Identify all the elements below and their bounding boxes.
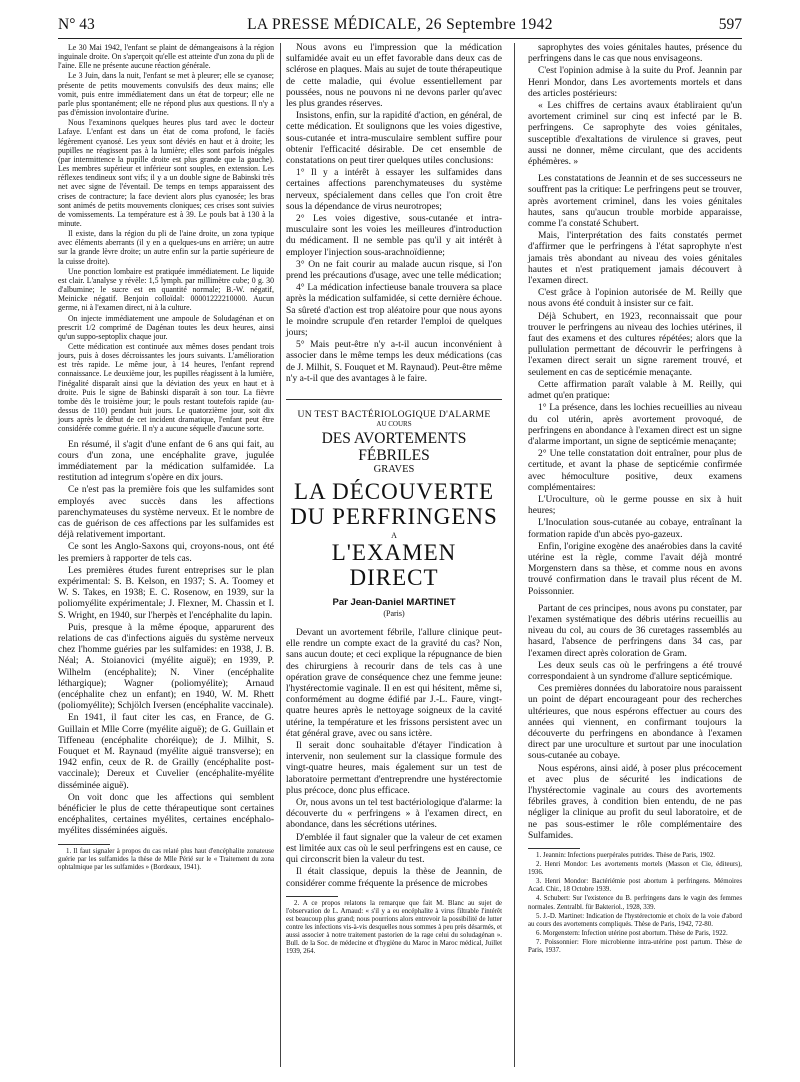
paragraph: Mais, l'interprétation des faits constatés permet d'affirmer que le perfringens à l'état saprophyte n'est jamais très abondant au niveau des voies génitales hautes et n'est pratiquement jamais découvert à l'examen direct. (528, 231, 742, 287)
paragraph: 2° Une telle constatation doit entraîner, pour plus de certitude, et avant la phase de septicémie confirmée avec hémoculture positive, deux examens complémentaires: (528, 449, 742, 493)
paragraph: Déjà Schubert, en 1923, reconnaissait que pour trouver le perfringens au niveau des lochies utérines, il faut des examens et des cultures répétées; alors que la pullulation permettant de découvrir le perfringens à l'examen direct serait un signe rarement trouvé, et seulement en cas de septicémie menaçante. (528, 311, 742, 378)
article-place: (Paris) (383, 608, 405, 618)
footnotes (528, 852, 742, 955)
footnote-text: 2. A ce propos relatons la remarque que fait M. Blanc au sujet de l'observation de L. Arnaud: « s'il y a eu encéphalite à virus filtrable l'intérêt est beaucoup plus grand; nous pourrions alors entrevoir la possibilité de lutter contre les infections vis-à-vis desquelles nous sommes à peu près désarmés, et aussi associer à notre traitement pastorien de la rage celui du soludagénan ». Bull. de la Soc. de médecine et d'hygiène du Maroc in Maroc médical, Juillet 1939, 264. (286, 899, 502, 956)
paragraph: C'est grâce à l'opinion autorisée de M. Reilly que nous avons été conduit à insister sur ce fait. (528, 288, 742, 310)
footnote-rule (286, 896, 338, 897)
footnote-rule (528, 848, 580, 849)
footnote-text: 1. Jeannin: Infections puerpérales putrides. Thèse de Paris, 1902. (536, 852, 715, 860)
title-line: DU PERFRINGENS (290, 503, 498, 529)
page-number: 597 (718, 16, 742, 33)
footnote-rule (58, 844, 110, 845)
title-line: AU COURS (376, 420, 412, 429)
paragraph: Enfin, l'origine exogène des anaérobies dans la cavité utérine est la règle, comme l'avait déjà montré Morgenstern dans sa thèse, et comme nous en avons trouvé confirmation dans le travail plus récent de M. Poissonnier. (528, 541, 742, 597)
paragraph: Nous avons eu l'impression que la médication sulfamidée avait eu un effet favorable dans deux cas de sclérose en plaques. Mais au sujet de toute thérapeutique de cette maladie, qui évolue essentiellement par poussées, nous ne pouvons ni ne devons parler qu'avec les plus grandes réserves. (286, 43, 502, 110)
paragraph: Cette médication est continuée aux mêmes doses pendant trois jours, puis à doses décroissantes les jours suivants. L'amélioration est très rapide. Le même jour, à 14 heures, l'enfant reprend connaissance. Le deuxième jour, les pupilles réagissent à la lumière, l'inégalité disparaît ainsi que la déviation des yeux en haut et à droite. Puis le signe de Babinski disparaît à son tour. La fièvre tombe dès le troisième jour; le pouls restant toutefois rapide (au-dessus de 110) pendant huit jours. Le quatorzième jour, soit dix jours après le début de cet incident dramatique, l'enfant peut être considérée comme guérie. Il n'y a aucune séquelle d'aucune sorte. (58, 342, 274, 434)
footnote-text: 1. Il faut signaler à propos du cas relaté plus haut d'encéphalite zonateuse guérie par les sulfamides la thèse de Mlle Périé sur le « Traitement du zona ophtalmique par les sulfamides » (Bordeaux, 1941). (58, 847, 274, 871)
paragraph: 2° Les voies digestive, sous-cutanée et intra-musculaire sont les voies les meilleures d'introduction du médicament. Il ne semble pas qu'il y ait intérêt à employer l'injection sous-arachnoïdienne; (286, 214, 502, 258)
paragraph: On injecte immédiatement une ampoule de Soludagénan et on prescrit 1/2 comprimé de Dagénan toutes les deux heures, ainsi qu'un suppo-septoplix chaque jour. (58, 313, 274, 341)
title-line: DES AVORTEMENTS FÉBRILES (321, 430, 467, 465)
paragraph: 5° Mais peut-être n'y a-t-il aucun inconvénient à associer dans le même temps les deux médications (cas de J. Milhit, S. Fouquet et M. Raynaud). Peut-être même n'y a-t-il que des avantages à le faire. (286, 340, 502, 384)
page-header (58, 16, 742, 38)
paragraph: Insistons, enfin, sur la rapidité d'action, en général, de cette médication. Et soulignons que les voies digestive, sous-cutanée et intra-musculaire semblent suffire pour obtenir l'efficacité désirable. De cet ensemble de constatations on peut tirer quelques utiles conclusions: (286, 111, 502, 167)
footnote-text: 3. Henri Mondor: Bactériémie post abortum à perfringens. Mémoires Acad. Chir., 18 Octobre 1939. (528, 878, 742, 894)
paragraph: Or, nous avons un tel test bactériologique d'alarme: la découverte du « perfringens » à l'examen direct, en abondance, dans les sécrétions utérines. (286, 798, 502, 831)
footnote (286, 900, 502, 957)
paragraph: Les deux seuls cas où le perfringens a été trouvé correspondaient à un syndrome d'allure septicémique. (528, 660, 742, 682)
title-line: UN TEST BACTÉRIOLOGIQUE D'ALARME (297, 409, 491, 421)
paragraph: On voit donc que les affections qui semblent bénéficier le plus de cette thérapeutique sont certaines encéphalites, certaines myélites, certaines encéphalo-myélites disséminées aiguës. (58, 792, 274, 837)
column-middle (286, 43, 502, 1073)
paragraph: 1° Il y a intérêt à essayer les sulfamides dans certaines affections parenchymateuses du système nerveux, spécialement dans celles que l'on croit être sous la dépendance de virus neurotropes; (286, 168, 502, 212)
paragraph: En résumé, il s'agit d'une enfant de 6 ans qui fait, au cours d'un zona, une encéphalite grave, jugulée immédiatement par la médication sulfamidée. La restitution ad integrum s'opère en dix jours. (58, 439, 274, 484)
paragraph: Il existe, dans la région du pli de l'aine droite, un zona typique avec éléments aberrants (il y en a quelques-uns en arrière; un autre sur la grande lèvre droite; un autre enfin sur la partie supérieure de la cuisse droite). (58, 229, 274, 266)
title-line: LA DÉCOUVERTE (293, 478, 495, 504)
journal-title: LA PRESSE MÉDICALE, 26 Septembre 1942 (247, 16, 553, 33)
paragraph: Il serait donc souhaitable d'étayer l'indication à intervenir, non seulement sur la classique formule des vingt-quatre heures, mais également sur un test de laboratoire permettant d'entreprendre une hystérectomie plus précoce, donc plus efficace. (286, 741, 502, 796)
paragraph: « Les chiffres de certains avaux établiraient qu'un avortement criminel sur cinq est infecté par le B. perfringens. Ce saprophyte des voies génitales, susceptible d'exaltations de virulence si graves, peut aussi ne donner, même circulant, que des accidents éphémères. » (528, 101, 742, 168)
paragraph: Puis, presque à la même époque, apparurent des relations de cas d'infections aiguës du système nerveux chez l'homme guéries par les sulfamides: en 1938, J. B. Néal; A. Stoianovici (myélite aiguë); en 1939, P. Wilhelm (encéphalite); N. Viner (encéphalite léthargique); Wagner (poliomyélite); Arnaud (encéphalite chez un enfant); en 1940, W. M. Rhett (poliomyélite); Schjölch Iversen (encéphalite vaccinale). (58, 622, 274, 712)
paragraph: En 1941, il faut citer les cas, en France, de G. Guillain et Mlle Corre (myélite aiguë); de G. Guillain et Tiffeneau (encéphalite choréique); de J. Milhit, S. Fouquet et M. Raynaud (myélite aiguë transverse); en 1942 enfin, ceux de R. de Grailly (encéphalite post-vaccinale); Dereux et Cuvelier (encéphalite-myélite disséminée aiguë). (58, 713, 274, 791)
paragraph: Une ponction lombaire est pratiquée immédiatement. Le liquide est clair. L'analyse y révèle: 1,5 lymph. par millimètre cube; 0 g. 30 d'albumine; le sucre est en quantité normale; B.-W. négatif, Meinicke négatif. Benjoin colloïdal: 00001222210000. Aucun germe, ni à l'examen direct, ni à la culture. (58, 266, 274, 313)
paragraph: saprophytes des voies génitales hautes, présence du perfringens dans le cas que nous envisageons. (528, 43, 742, 65)
paragraph: Ces premières données du laboratoire nous paraissent un point de départ encourageant pour des recherches ultérieures, que nous espérons effectuer au cours des années qui viennent, en confirmant toujours la découverte du perfringens en abondance à l'examen direct par une uroculture et surtout par une inoculation sous-cutanée au cobaye. (528, 684, 742, 762)
footnote-text: 6. Morgenstern: Infection utérine post abortum. Thèse de Paris, 1922. (536, 929, 728, 937)
footnote-text: 4. Schubert: Sur l'existence du B. perfringens dans le vagin des femmes normales. Zentralbl. für Bakteriol., 1928, 339. (528, 895, 742, 911)
paragraph: Il était classique, depuis la thèse de Jeannin, de considérer comme fréquente la présence de microbes (286, 867, 502, 889)
paragraph: Cette affirmation paraît valable à M. Reilly, qui admet qu'en pratique: (528, 379, 742, 402)
title-line: A (391, 530, 397, 540)
article-author: Par Jean-Daniel MARTINET (332, 596, 456, 608)
issue-number: N° 43 (58, 16, 95, 33)
paragraph: Les constatations de Jeannin et de ses successeurs ne souffrent pas la critique: Le perfringens peut se trouver, après avortement criminel, dans les voies génitales hautes, sans qu'aucun trouble morbide apparaisse, comme l'a constaté Schubert. (528, 174, 742, 230)
footnote-text: 7. Poissonnier: Flore microbienne intra-utérine post partum. Thèse de Paris, 1937. (528, 938, 742, 955)
paragraph: Devant un avortement fébrile, l'allure clinique peut-elle rendre un compte exact de la gravité du cas? Non, sans aucun doute; et ceci explique la répugnance de bien des chirurgiens à recourir dans de tels cas à une opération grave de conséquence chez une femme jeune: l'hystérectomie vaginale. Il en est qui hésitent, même si, conformément au dogme édifié par J.-L. Faure, vingt-quatre heures après le nettoyage soigneux de la cavité utérine, la température et les frissons persistent avec un état général grave, avec ou sans ictère. (286, 628, 502, 739)
header-rule (58, 38, 742, 39)
footnote-text: 5. J.-D. Martinet: Indication de l'hystérectomie et choix de la voie d'abord au cours des avortements compliqués. Thèse de Paris, 1942, 72-80. (528, 912, 742, 928)
paragraph: Nous espérons, ainsi aidé, à poser plus précocement et avec plus de sécurité les indications de l'hystérectomie vaginale au cours des avortements fébriles graves, à condition bien entendu, de ne pas négliger la clinique au profit du seul laboratoire, et de ne pas sous-estimer le rôle complémentaire des Sulfamides. (528, 763, 742, 841)
paragraph: Nous l'examinons quelques heures plus tard avec le docteur Lafaye. L'enfant est dans un état de coma profond, le faciès légèrement cyanosé. Les yeux sont déviés en haut et à droite; les pupilles ne réagissent pas à la lumière; elles sont parfois inégales (par intermittence la pupille droite est plus grande que la gauche). Les membres supérieur et inférieur sont souples, en extension. Les réflexes tendineux sont vifs; il y a un double signe de Babinski très net avec signe de l'éventail. De temps en temps apparaissent des crises de contracture; la face devient alors plus cyanosée; les bras sont animés de petits mouvements cloniques; ces crises sont suivies de vomissements. La température est à 39. Le pouls bat à 130 à la minute. (58, 118, 274, 228)
paragraph: 4° La médication infectieuse banale trouvera sa place après la médication sulfamidée, si cette dernière échoue. Sa sûreté d'action est trop aléatoire pour que nous ayons le moindre scrupule d'en retarder l'emploi de quelques jours; (286, 283, 502, 339)
paragraph: Les premières études furent entreprises sur le plan expérimental: S. B. Kelson, en 1937; S. A. Toomey et W. S. Takes, en 1938; E. C. Rosenow, en 1939, sur la poliomyélite expérimentale; J. Flexner, M. Chassin et I. S. Wright, en 1940, sur l'herpès et l'encéphalite du lapin. (58, 565, 274, 621)
title-line: L'EXAMEN DIRECT (331, 539, 457, 590)
paragraph: L'Uroculture, où le germe pousse en six à huit heures; (528, 494, 742, 517)
paragraph: Partant de ces principes, nous avons pu constater, par l'examen systématique des débris utérins recueillis au niveau du col, au cours de 36 curetages rassemblés au hasard, l'absence de perfringens dans 34 cas, par l'examen direct après coloration de Gram. (528, 603, 742, 659)
paragraph: Ce n'est pas la première fois que les sulfamides sont employés avec succès dans les affections parenchymateuses du système nerveux. Et le nombre de cas de guérison de ces affections par les sulfamides est déjà relativement important. (58, 485, 274, 541)
paragraph: 3° On ne fait courir au malade aucun risque, si l'on prend les précautions d'usage, avec une telle médication; (286, 259, 502, 282)
title-line: GRAVES (373, 464, 415, 476)
article-title-block (286, 399, 502, 618)
paragraph: 1° La présence, dans les lochies recueillies au niveau du col utérin, après avortement provoqué, de perfringens en abondance à l'examen direct est un signe d'alarme important, un signe de septicémie menaçante; (528, 403, 742, 447)
column-divider (280, 43, 281, 1067)
paragraph: Ce sont les Anglo-Saxons qui, croyons-nous, ont été les premiers à rapporter de tels cas. (58, 542, 274, 564)
paragraph: C'est l'opinion admise à la suite du Prof. Jeannin par Henri Mondor, dans Les avortements mortels et dans des articles postérieurs: (528, 66, 742, 99)
footnote-text: 2. Henri Mondor: Les avortements mortels (Masson et Cie, éditeurs), 1936. (528, 861, 742, 877)
paragraph: Le 30 Mai 1942, l'enfant se plaint de démangeaisons à la région inguinale droite. On s'aperçoit qu'elle est atteinte d'un zona du pli de l'aine. Elle ne présente aucune réaction générale. (58, 43, 274, 71)
column-left (58, 43, 274, 1073)
paragraph: D'emblée il faut signaler que la valeur de cet examen est limitée aux cas où le seul perfringens est en cause, ce qui circonscrit bien la valeur du test. (286, 832, 502, 866)
column-right (528, 43, 742, 1073)
footnote (58, 848, 274, 872)
paragraph: Le 3 Juin, dans la nuit, l'enfant se met à pleurer; elle se cyanose; présente de petits mouvements convulsifs des deux mains; elle vomit, puis entre immédiatement dans un état de torpeur; elle ne parle plus spontanément; elle ne répond plus aux questions. Il n'y a pas d'émission involontaire d'urine. (58, 71, 274, 118)
paragraph: L'Inoculation sous-cutanée au cobaye, entraînant la formation rapide d'un abcès pyo-gazeux. (528, 518, 742, 540)
column-divider (514, 43, 515, 1067)
